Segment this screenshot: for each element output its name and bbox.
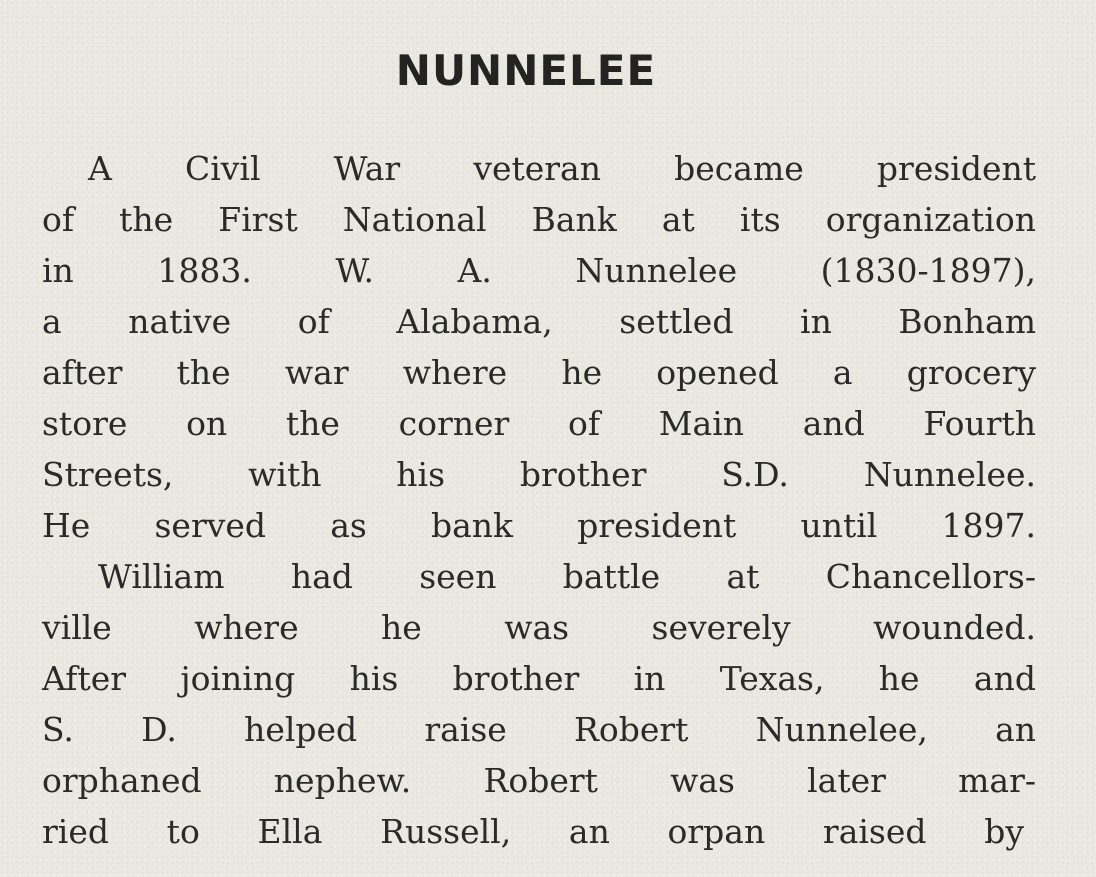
text-line: a native of Alabama, settled in Bonham (42, 302, 1036, 341)
text-line: S. D. helped raise Robert Nunnelee, an (42, 710, 1036, 749)
text-line: orphaned nephew. Robert was later mar- (42, 761, 1036, 800)
text-line: William had seen battle at Chancellors- (98, 557, 1036, 596)
text-line: After joining his brother in Texas, he and (42, 659, 1036, 698)
article-title: NUNNELEE (395, 46, 657, 95)
text-line: in 1883. W. A. Nunnelee (1830-1897), (42, 251, 1036, 290)
paragraph-1 (0, 143, 1096, 551)
text-line: after the war where he opened a grocery (42, 353, 1036, 392)
text-line: of the First National Bank at its organization (42, 200, 1036, 239)
text-line: ried to Ella Russell, an orpan raised by (42, 812, 1024, 851)
text-line: He served as bank president until 1897. (42, 506, 1036, 545)
text-line: A Civil War veteran became president (88, 149, 1036, 188)
text-line: store on the corner of Main and Fourth (42, 404, 1036, 443)
paragraph-2 (0, 551, 1096, 857)
article-body (0, 143, 1096, 857)
text-line: ville where he was severely wounded. (42, 608, 1036, 647)
text-line: Streets, with his brother S.D. Nunnelee. (42, 455, 1036, 494)
